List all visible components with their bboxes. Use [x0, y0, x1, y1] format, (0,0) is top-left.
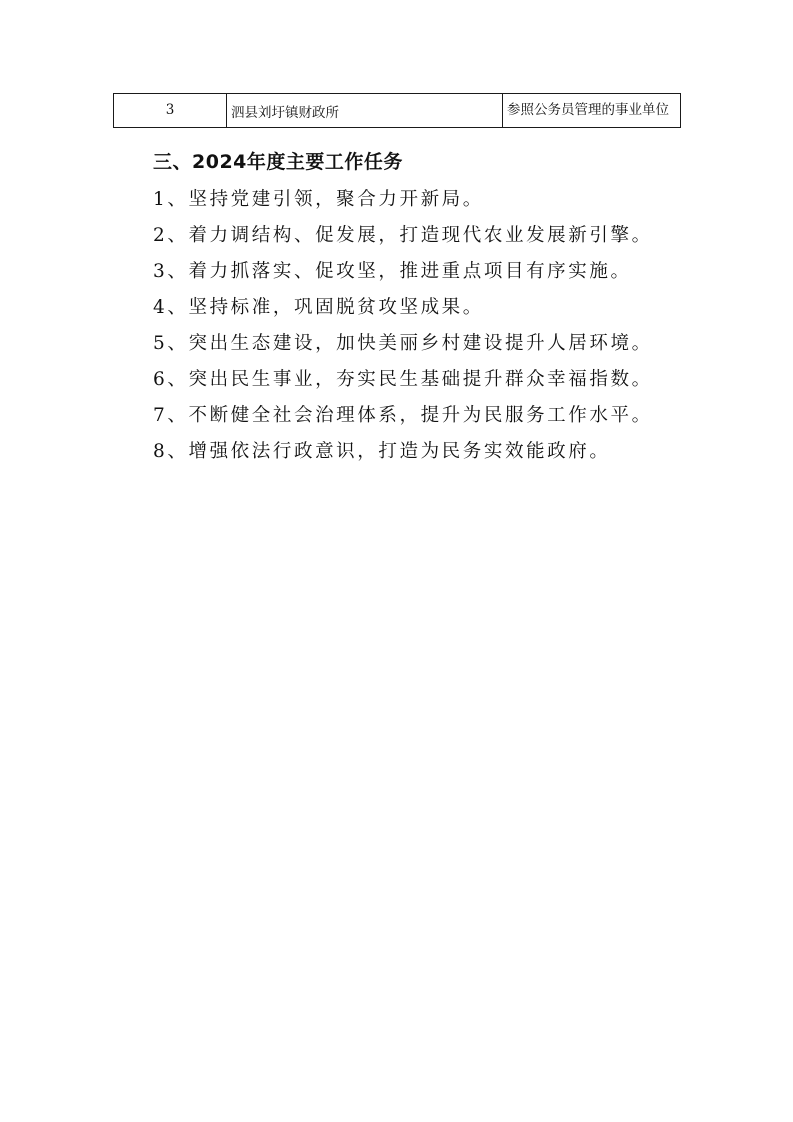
- list-item: 8、增强依法行政意识，打造为民务实效能政府。: [153, 441, 611, 462]
- task-list: [153, 182, 713, 470]
- unit-name: 泗县刘圩镇财政所: [231, 105, 339, 121]
- list-item: 6、突出民生事业，夯实民生基础提升群众幸福指数。: [153, 369, 653, 390]
- unit-table: [113, 93, 681, 128]
- list-item: 3、着力抓落实、促攻坚，推进重点项目有序实施。: [153, 261, 632, 282]
- row-number: 3: [114, 94, 227, 128]
- list-item: 4、坚持标准，巩固脱贫攻坚成果。: [153, 297, 484, 318]
- unit-name-cell: [227, 94, 503, 128]
- list-item: 7、不断健全社会治理体系，提升为民服务工作水平。: [153, 405, 653, 426]
- list-item: 1、坚持党建引领，聚合力开新局。: [153, 189, 484, 210]
- table-row: [114, 94, 681, 128]
- list-item: 2、着力调结构、促发展，打造现代农业发展新引擎。: [153, 225, 653, 246]
- list-item: 5、突出生态建设，加快美丽乡村建设提升人居环境。: [153, 333, 653, 354]
- section-title: 三、2024年度主要工作任务: [153, 151, 403, 173]
- unit-type: 参照公务员管理的事业单位: [503, 94, 681, 128]
